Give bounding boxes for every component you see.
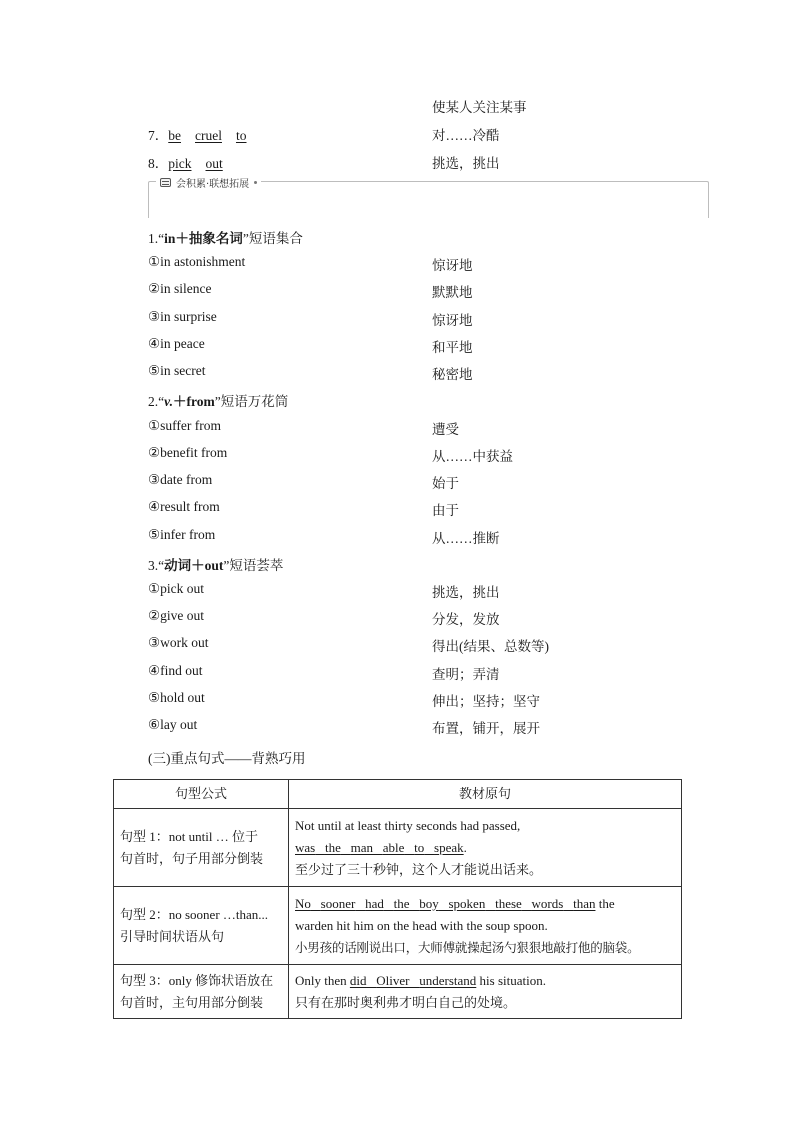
group1-phrase-4: ④in peace (148, 336, 205, 351)
group1-meaning-1: 惊讶地 (432, 258, 473, 273)
phrase-item-7: 7．be cruel to (148, 128, 247, 143)
table-row (114, 887, 682, 965)
answer-line-3: Only then did Oliver understand his situation. (295, 972, 546, 988)
sentence-cell-3: Only then did Oliver understand his situation. 只有在那时奥利弗才明白自己的处境。 (289, 965, 682, 1019)
group3-meaning-3: 得出(结果、总数等) (432, 639, 549, 654)
sentence-cell-2: No sooner had the boy spoken these words than the warden hit him on the head with the soup spoon. 小男孩的话刚说出口，大师傅就操起汤勺狠狠地敲打他的脑袋。 (289, 887, 682, 965)
group2-meaning-1: 遭受 (432, 422, 459, 437)
group1-meaning-4: 和平地 (432, 340, 473, 355)
group1-phrase-5: ⑤in secret (148, 363, 206, 378)
group2-phrase-4: ④result from (148, 499, 220, 514)
answer-line-1: was the man able to speak. (295, 839, 467, 855)
table-header-row (114, 780, 682, 809)
group1-meaning-3: 惊讶地 (432, 313, 473, 328)
pattern-cell-1: 句型 1：not until … 位于 句首时，句子用部分倒装 (114, 809, 289, 887)
group2-meaning-4: 由于 (432, 503, 459, 518)
group1-phrase-1: ①in astonishment (148, 254, 246, 269)
group2-meaning-5: 从……推断 (432, 531, 500, 546)
pattern-cell-2: 句型 2：no sooner …than... 引导时间状语从句 (114, 887, 289, 965)
group-heading-3: 3.“动词＋out”短语荟萃 (148, 558, 284, 573)
dot-icon (254, 181, 257, 184)
group2-meaning-3: 始于 (432, 476, 459, 491)
group1-meaning-5: 秘密地 (432, 367, 473, 382)
group3-meaning-5: 伸出；坚持；坚守 (432, 694, 540, 709)
group3-phrase-2: ②give out (148, 608, 204, 623)
group3-meaning-4: 查明；弄清 (432, 667, 500, 682)
meaning-8: 挑选，挑出 (432, 156, 500, 171)
group1-phrase-3: ③in surprise (148, 309, 217, 324)
meaning-7: 对……冷酷 (432, 128, 500, 143)
group3-phrase-5: ⑤hold out (148, 690, 205, 705)
group3-phrase-6: ⑥lay out (148, 717, 198, 732)
header-pattern: 句型公式 (114, 780, 289, 809)
group3-meaning-2: 分发，发放 (432, 612, 500, 627)
header-original-sentence: 教材原句 (289, 780, 682, 809)
section-tab (156, 175, 261, 189)
group3-phrase-1: ①pick out (148, 581, 204, 596)
sentence-cell-1: Not until at least thirty seconds had passed, was the man able to speak. 至少过了三十秒钟，这个人才能说出话来。 (289, 809, 682, 887)
book-icon (160, 178, 171, 187)
section-title: (三)重点句式——背熟巧用 (148, 751, 306, 766)
group-heading-1: 1.“in＋抽象名词”短语集合 (148, 231, 303, 246)
group-heading-2: 2.“v.＋from”短语万花筒 (148, 394, 289, 409)
group3-phrase-4: ④find out (148, 663, 203, 678)
group2-phrase-2: ②benefit from (148, 445, 228, 460)
group1-phrase-2: ②in silence (148, 281, 212, 296)
group2-phrase-5: ⑤infer from (148, 527, 216, 542)
section-tab-label: 会积累·联想拓展 (176, 178, 250, 190)
sentence-pattern-table (113, 779, 682, 1019)
group2-meaning-2: 从……中获益 (432, 449, 513, 464)
phrase-answer-8: pick out (168, 156, 223, 171)
meaning-6: 使某人关注某事 (432, 100, 527, 115)
group2-phrase-1: ①suffer from (148, 418, 221, 433)
table-row (114, 809, 682, 887)
group3-meaning-6: 布置，铺开，展开 (432, 721, 540, 736)
group3-meaning-1: 挑选，挑出 (432, 585, 500, 600)
phrase-item-8: 8．pick out (148, 156, 223, 171)
group2-phrase-3: ③date from (148, 472, 213, 487)
group3-phrase-3: ③work out (148, 635, 209, 650)
pattern-cell-3: 句型 3：only 修饰状语放在 句首时，主句用部分倒装 (114, 965, 289, 1019)
table-row (114, 965, 682, 1019)
phrase-answer-7: be cruel to (168, 128, 247, 143)
answer-line-2: No sooner had the boy spoken these words than the (295, 895, 615, 911)
group1-meaning-2: 默默地 (432, 285, 473, 300)
